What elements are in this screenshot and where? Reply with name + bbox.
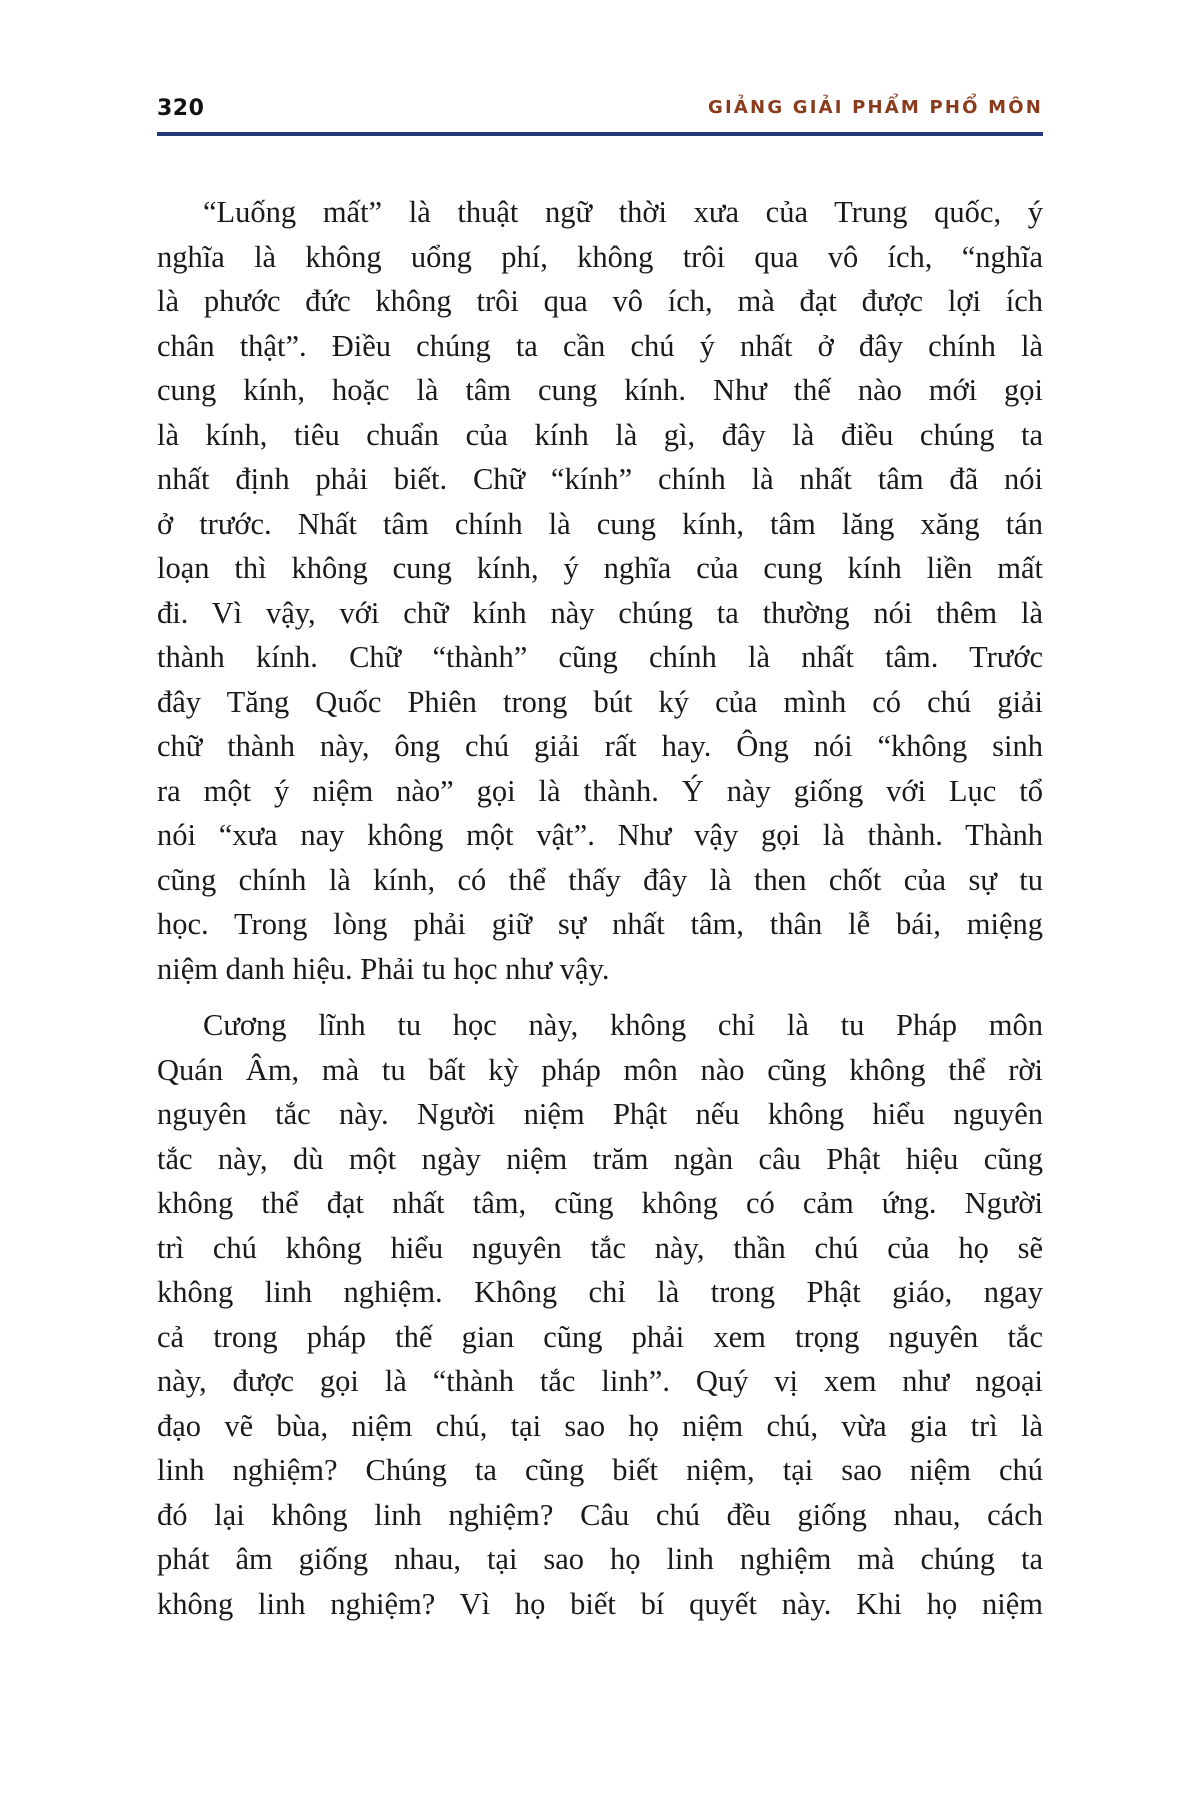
text-line: nói “xưa nay không một vật”. Như vậy gọi là thành. Thành — [157, 818, 1043, 852]
text-line: ở trước. Nhất tâm chính là cung kính, tâm lăng xăng tán — [157, 506, 1043, 541]
text-line: Cương lĩnh tu học này, không chỉ là tu Pháp môn — [203, 1008, 1043, 1042]
text-line: cả trong pháp thế gian cũng phải xem trọng nguyên tắc — [157, 1319, 1043, 1354]
text-line: không linh nghiệm? Vì họ biết bí quyết này. Khi họ niệm — [157, 1586, 1043, 1621]
text-line: linh nghiệm? Chúng ta cũng biết niệm, tại sao niệm chú — [157, 1453, 1043, 1487]
page-number: 320 — [157, 96, 205, 121]
body-text — [157, 190, 1043, 1638]
text-line: đó lại không linh nghiệm? Câu chú đều giống nhau, cách — [157, 1497, 1043, 1532]
text-line: là kính, tiêu chuẩn của kính là gì, đây là điều chúng ta — [157, 417, 1043, 452]
text-line: nghĩa là không uổng phí, không trôi qua vô ích, “nghĩa — [157, 239, 1043, 274]
text-line: loạn thì không cung kính, ý nghĩa của cung kính liền mất — [157, 551, 1043, 585]
text-line: nguyên tắc này. Người niệm Phật nếu không hiểu nguyên — [157, 1097, 1043, 1131]
text-line: đây Tăng Quốc Phiên trong bút ký của mình có chú giải — [157, 684, 1043, 719]
text-line: chữ thành này, ông chú giải rất hay. Ông nói “không sinh — [157, 729, 1043, 763]
paragraph-2 — [157, 1003, 1043, 1626]
text-line: là phước đức không trôi qua vô ích, mà đạt được lợi ích — [157, 284, 1043, 318]
page-header — [157, 96, 1043, 136]
text-line: này, được gọi là “thành tắc linh”. Quý vị xem như ngoại — [157, 1364, 1043, 1398]
text-line: học. Trong lòng phải giữ sự nhất tâm, thân lễ bái, miệng — [157, 907, 1043, 941]
text-line: đi. Vì vậy, với chữ kính này chúng ta thường nói thêm là — [157, 595, 1043, 630]
text-line: chân thật”. Điều chúng ta cần chú ý nhất ở đây chính là — [157, 328, 1043, 363]
text-line: thành kính. Chữ “thành” cũng chính là nhất tâm. Trước — [157, 640, 1043, 674]
running-title: GIẢNG GIẢI PHẨM PHỔ MÔN — [708, 97, 1043, 118]
text-line: đạo vẽ bùa, niệm chú, tại sao họ niệm chú, vừa gia trì là — [157, 1408, 1043, 1443]
text-line: phát âm giống nhau, tại sao họ linh nghiệm mà chúng ta — [157, 1542, 1043, 1576]
text-line: không thể đạt nhất tâm, cũng không có cảm ứng. Người — [157, 1186, 1043, 1220]
text-line: trì chú không hiểu nguyên tắc này, thần chú của họ sẽ — [157, 1230, 1043, 1265]
text-line: ra một ý niệm nào” gọi là thành. Ý này giống với Lục tổ — [157, 773, 1043, 808]
text-line: tắc này, dù một ngày niệm trăm ngàn câu Phật hiệu cũng — [157, 1141, 1043, 1176]
text-line: không linh nghiệm. Không chỉ là trong Phật giáo, ngay — [157, 1275, 1043, 1309]
text-line: cũng chính là kính, có thể thấy đây là then chốt của sự tu — [157, 862, 1043, 897]
text-line: “Luống mất” là thuật ngữ thời xưa của Trung quốc, ý — [203, 195, 1043, 229]
text-line: niệm danh hiệu. Phải tu học như vậy. — [157, 951, 610, 986]
text-line: nhất định phải biết. Chữ “kính” chính là nhất tâm đã nói — [157, 462, 1043, 496]
header-rule — [157, 132, 1043, 136]
text-line: cung kính, hoặc là tâm cung kính. Như thế nào mới gọi — [157, 373, 1043, 407]
text-line: Quán Âm, mà tu bất kỳ pháp môn nào cũng không thể rời — [157, 1052, 1043, 1087]
paragraph-1 — [157, 190, 1043, 991]
